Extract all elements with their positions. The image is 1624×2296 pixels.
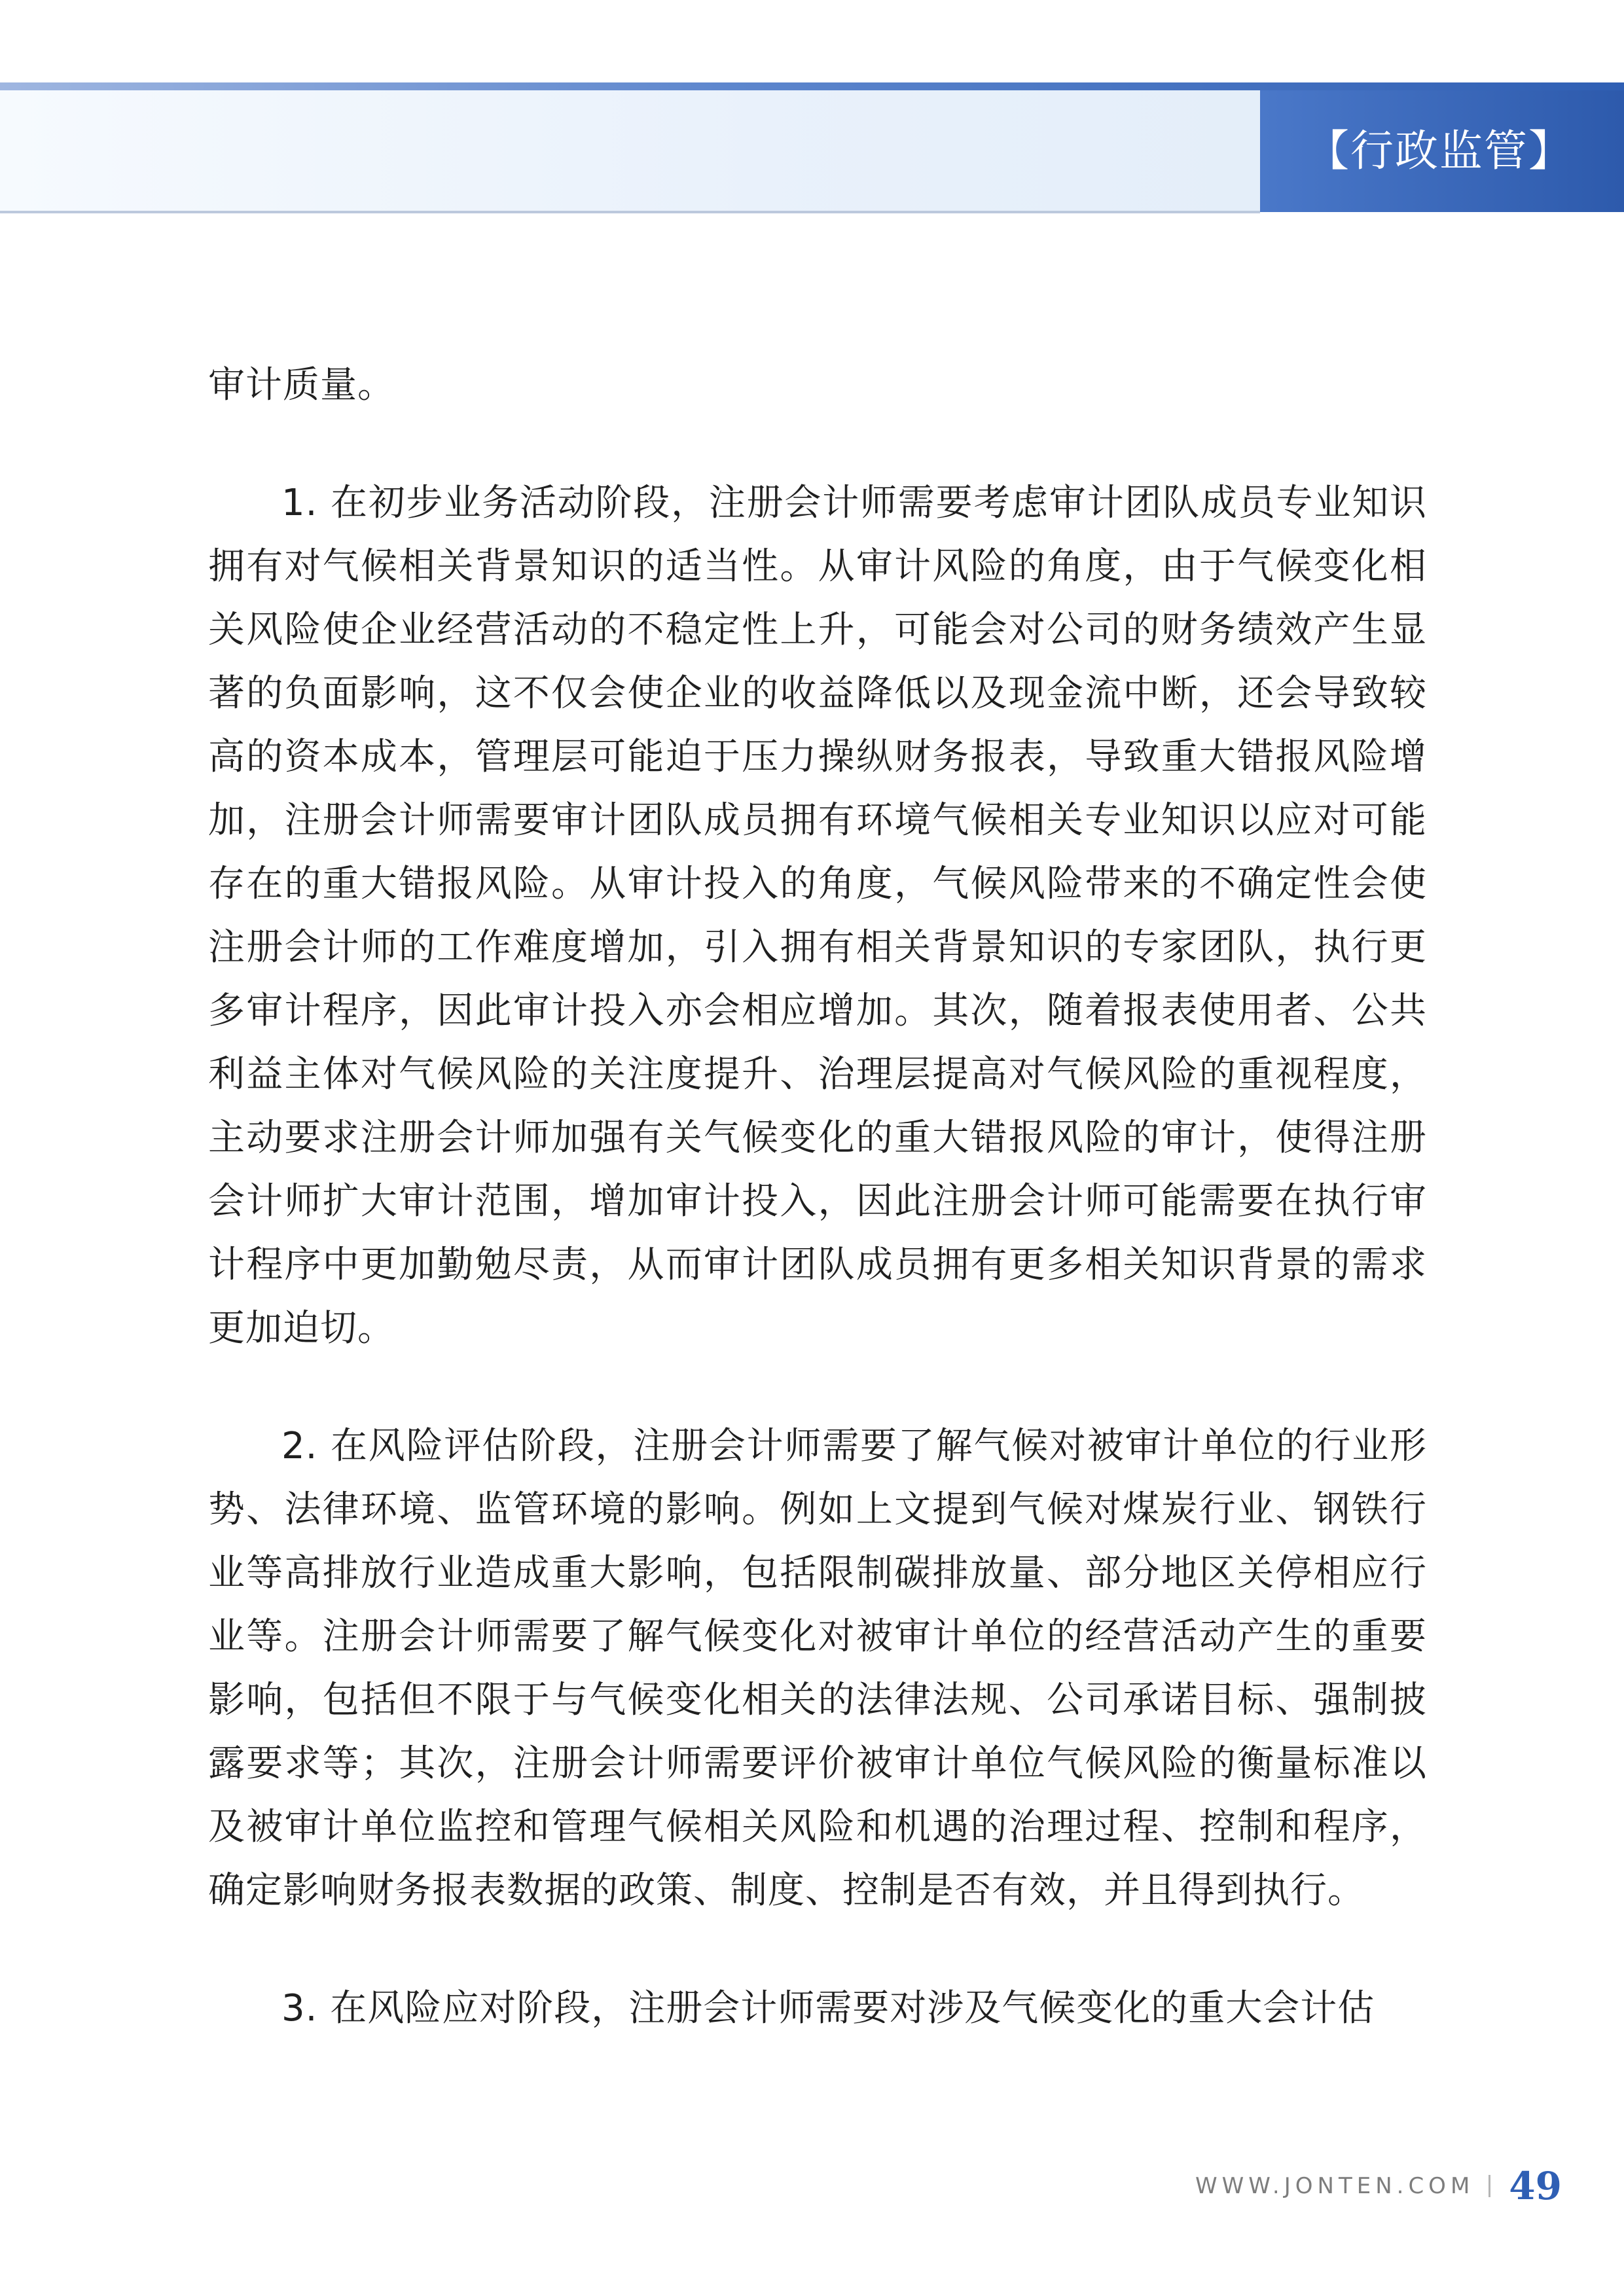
footer-divider: [1489, 2175, 1490, 2197]
header-top-rule: [0, 82, 1624, 90]
body-text: [208, 353, 1427, 2040]
section-tab: [1260, 90, 1624, 212]
header-band: [0, 90, 1260, 213]
footer-website: WWW.JONTEN.COM: [1195, 2173, 1475, 2199]
page-number: 49: [1509, 2164, 1562, 2208]
paragraph-item-3: 3. 在风险应对阶段，注册会计师需要对涉及气候变化的重大会计估: [281, 1987, 1375, 2030]
paragraph-continuation: 审计质量。: [208, 364, 395, 406]
paragraph-item-2: 2. 在风险评估阶段，注册会计师需要了解气候对被审计单位的行业形势、法律环境、监管环境的影响。例如上文提到气候对煤炭行业、钢铁行业等高排放行业造成重大影响，包括限制碳排放量、部分地区关停相应行业等。注册会计师需要了解气候变化对被审计单位的经营活动产生的重要影响，包括但不限于与气候变化相关的法律法规、公司承诺目标、强制披露要求等；其次，注册会计师需要评价被审计单位气候风险的衡量标准以及被审计单位监控和管理气候相关风险和机遇的治理过程、控制和程序，确定影响财务报表数据的政策、制度、控制是否有效，并且得到执行。: [208, 1425, 1427, 1912]
section-label: 【行政监管】: [1306, 126, 1573, 176]
paragraph-item-1: 1. 在初步业务活动阶段，注册会计师需要考虑审计团队成员专业知识拥有对气候相关背景知识的适当性。从审计风险的角度，由于气候变化相关风险使企业经营活动的不稳定性上升，可能会对公司的财务绩效产生显著的负面影响，这不仅会使企业的收益降低以及现金流中断，还会导致较高的资本成本，管理层可能迫于压力操纵财务报表，导致重大错报风险增加，注册会计师需要审计团队成员拥有环境气候相关专业知识以应对可能存在的重大错报风险。从审计投入的角度，气候风险带来的不确定性会使注册会计师的工作难度增加，引入拥有相关背景知识的专家团队，执行更多审计程序，因此审计投入亦会相应增加。其次，随着报表使用者、公共利益主体对气候风险的关注度提升、治理层提高对气候风险的重视程度，主动要求注册会计师加强有关气候变化的重大错报风险的审计，使得注册会计师扩大审计范围，增加审计投入，因此注册会计师可能需要在执行审计程序中更加勤勉尽责，从而审计团队成员拥有更多相关知识背景的需求更加迫切。: [208, 482, 1427, 1350]
page-footer: [1195, 2160, 1562, 2212]
